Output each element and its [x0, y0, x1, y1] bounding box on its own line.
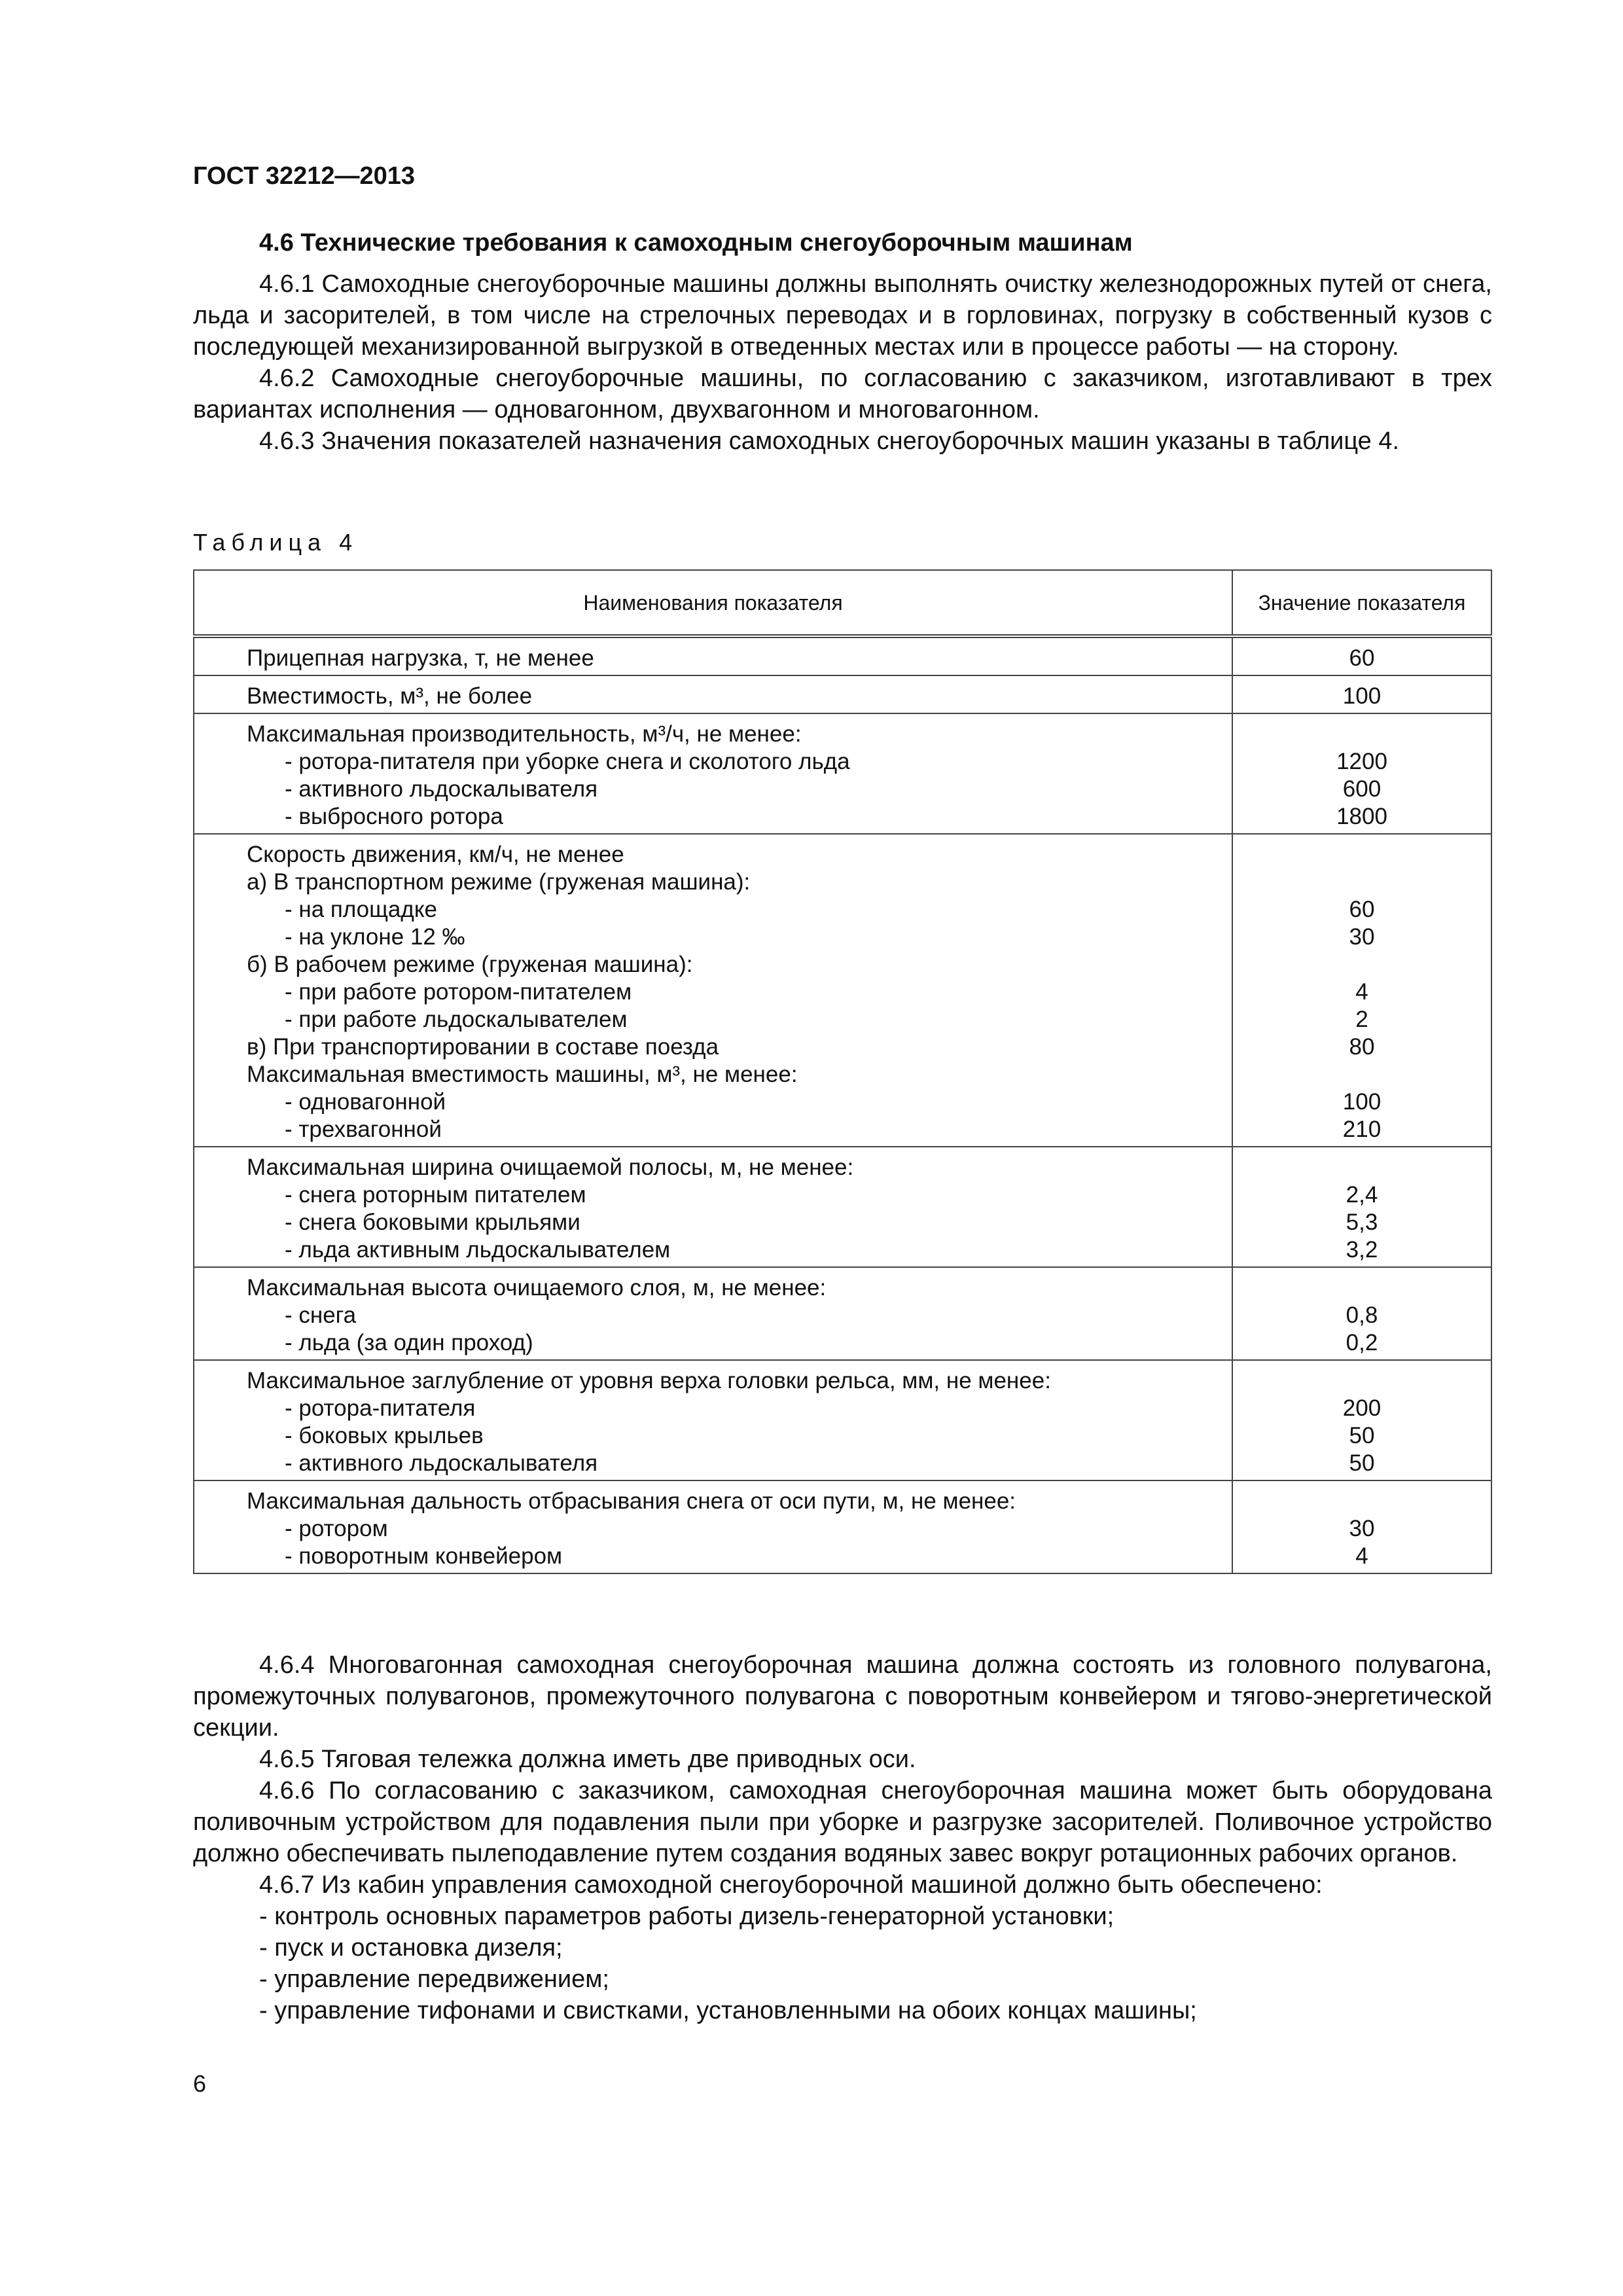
- indicator-value: 80: [1349, 1034, 1375, 1060]
- table-header-row: [194, 570, 1491, 636]
- indicator-value: [1233, 869, 1491, 896]
- indicator-value: [1233, 1488, 1491, 1515]
- indicators-table: [193, 569, 1492, 1574]
- list-item: - управление передвижением;: [259, 1965, 609, 1993]
- indicator-value: 4: [1355, 979, 1368, 1005]
- indicator-line: - снега боковыми крыльями: [285, 1210, 580, 1235]
- paragraphs-bottom: [193, 1649, 1492, 2026]
- indicator-line: - одновагонной: [285, 1089, 446, 1115]
- indicator-name-cell: [194, 713, 1232, 834]
- table-row: [194, 636, 1491, 675]
- indicator-line: - ротора-питателя при уборке снега и сколотого льда: [285, 749, 850, 774]
- indicator-line: Максимальная производительность, м³/ч, не менее:: [247, 721, 802, 747]
- indicator-line: в) При транспортировании в составе поезда: [247, 1034, 719, 1060]
- indicator-line: - снега роторным питателем: [285, 1182, 586, 1208]
- indicator-value: [1233, 1061, 1491, 1088]
- indicator-value: 600: [1342, 776, 1382, 802]
- paragraph: 4.6.3 Значения показателей назначения самоходных снегоуборочных машин указаны в таблице 4.: [259, 427, 1400, 455]
- indicator-value: [1233, 841, 1491, 869]
- indicator-value: 0,2: [1346, 1330, 1378, 1355]
- indicator-line: - при работе ротором-питателем: [285, 979, 632, 1005]
- indicator-line: - при работе льдоскалывателем: [285, 1007, 628, 1032]
- indicator-value: 30: [1349, 1516, 1375, 1541]
- indicator-line: б) В рабочем режиме (груженая машина):: [247, 952, 693, 977]
- indicator-line: - снега: [285, 1302, 357, 1328]
- indicator-value-cell: [1232, 675, 1491, 713]
- indicator-line: - поворотным конвейером: [285, 1543, 563, 1569]
- paragraph: 4.6.1 Самоходные снегоуборочные машины должны выполнять очистку железнодорожных путей от снега, льда и засорителей, в том числе на стрелочных переводах и в горловинах, погрузку в собственный кузов с последующей механизированной выгрузкой в отведенных местах или в процессе работы — на сторону.: [193, 270, 1492, 361]
- paragraph: 4.6.7 Из кабин управления самоходной снегоуборочной машиной должно быть обеспечено:: [259, 1871, 1323, 1899]
- indicator-line: Скорость движения, км/ч, не менее: [247, 842, 624, 867]
- indicator-value: 0,8: [1346, 1302, 1378, 1328]
- indicator-name-cell: [194, 1480, 1232, 1573]
- indicator-value: 50: [1349, 1423, 1375, 1448]
- indicator-value-cell: [1232, 1267, 1491, 1360]
- indicator-line: - активного льдоскалывателя: [285, 1450, 598, 1476]
- indicator-line: - активного льдоскалывателя: [285, 776, 598, 802]
- indicator-line: Прицепная нагрузка, т, не менее: [247, 645, 594, 671]
- indicator-line: - на уклоне 12 ‰: [285, 924, 465, 950]
- indicator-value: 2: [1355, 1007, 1368, 1032]
- indicator-value: [1233, 721, 1491, 748]
- indicator-line: Вместимость, м³, не более: [247, 683, 533, 709]
- indicator-line: а) В транспортном режиме (груженая машина):: [247, 869, 751, 895]
- column-header-value: Значение показателя: [1232, 570, 1491, 636]
- indicator-value-cell: [1232, 1480, 1491, 1573]
- indicator-line: - трехвагонной: [285, 1117, 442, 1142]
- indicator-line: - выбросного ротора: [285, 804, 503, 829]
- indicator-value: 4: [1355, 1543, 1368, 1569]
- indicator-value: 30: [1349, 924, 1375, 950]
- table-body: [194, 636, 1491, 1573]
- indicator-line: Максимальная вместимость машины, м³, не менее:: [247, 1062, 798, 1087]
- indicator-value-cell: [1232, 636, 1491, 675]
- paragraphs-top: [193, 268, 1492, 457]
- indicator-line: - ротором: [285, 1516, 388, 1541]
- section-title: 4.6 Технические требования к самоходным снегоуборочным машинам: [259, 229, 1133, 257]
- paragraph: 4.6.6 По согласованию с заказчиком, самоходная снегоуборочная машина может быть оборудована поливочным устройством для подавления пыли при уборке и разгрузке засорителей. Поливочное устройство должно обеспечивать пылеподавление путем создания водяных завес вокруг ротационных рабочих органов.: [193, 1777, 1492, 1867]
- table-row: [194, 1480, 1491, 1573]
- indicator-value: [1233, 1274, 1491, 1302]
- list-item: - управление тифонами и свистками, установленными на обоих концах машины;: [259, 1997, 1197, 2024]
- table-row: [194, 1267, 1491, 1360]
- indicator-value: 1200: [1336, 749, 1387, 774]
- indicator-line: Максимальное заглубление от уровня верха головки рельса, мм, не менее:: [247, 1368, 1051, 1393]
- indicator-line: Максимальная дальность отбрасывания снега от оси пути, м, не менее:: [247, 1488, 1016, 1514]
- table-row: [194, 834, 1491, 1147]
- indicator-value-cell: [1232, 713, 1491, 834]
- indicator-name-cell: [194, 636, 1232, 675]
- indicator-name-cell: [194, 1360, 1232, 1480]
- indicator-line: Максимальная ширина очищаемой полосы, м, не менее:: [247, 1155, 854, 1180]
- indicator-value: [1233, 951, 1491, 978]
- table-row: [194, 675, 1491, 713]
- table-row: [194, 713, 1491, 834]
- indicator-line: - на площадке: [285, 897, 437, 922]
- list-item: - пуск и остановка дизеля;: [259, 1934, 563, 1962]
- indicator-name-cell: [194, 1267, 1232, 1360]
- indicator-line: Максимальная высота очищаемого слоя, м, не менее:: [247, 1275, 827, 1300]
- indicator-value: 5,3: [1346, 1210, 1378, 1235]
- table-row: [194, 1147, 1491, 1267]
- document-code: ГОСТ 32212—2013: [193, 162, 416, 190]
- indicator-value: 210: [1342, 1117, 1382, 1142]
- indicator-value: 100: [1342, 683, 1382, 709]
- indicator-line: - ротора-питателя: [285, 1395, 476, 1421]
- indicator-value: [1233, 1367, 1491, 1395]
- indicator-line: - льда (за один проход): [285, 1330, 533, 1355]
- indicator-name-cell: [194, 834, 1232, 1147]
- column-header-name: Наименования показателя: [194, 570, 1232, 636]
- page-number: 6: [193, 2070, 207, 2097]
- list-item: - контроль основных параметров работы дизель-генераторной установки;: [259, 1903, 1115, 1930]
- indicator-value: [1233, 1154, 1491, 1181]
- indicator-value: 3,2: [1346, 1237, 1378, 1263]
- indicator-value: 50: [1349, 1450, 1375, 1476]
- paragraph: 4.6.2 Самоходные снегоуборочные машины, по согласованию с заказчиком, изготавливают в трех вариантах исполнения — одновагонном, двухвагонном и многовагонном.: [193, 365, 1492, 423]
- indicator-value: 1800: [1336, 804, 1387, 829]
- indicator-value-cell: [1232, 1360, 1491, 1480]
- indicator-value-cell: [1232, 1147, 1491, 1267]
- indicator-name-cell: [194, 1147, 1232, 1267]
- indicator-value: 100: [1342, 1089, 1382, 1115]
- indicator-value: 2,4: [1346, 1182, 1378, 1208]
- indicator-line: - льда активным льдоскалывателем: [285, 1237, 671, 1263]
- indicator-value: 60: [1349, 645, 1375, 671]
- indicator-value: 200: [1342, 1395, 1382, 1421]
- paragraph: 4.6.4 Многовагонная самоходная снегоуборочная машина должна состоять из головного полувагона, промежуточных полувагонов, промежуточного полувагона с поворотным конвейером и тягово-энергетической секции.: [193, 1651, 1492, 1742]
- indicator-line: - боковых крыльев: [285, 1423, 484, 1448]
- table-row: [194, 1360, 1491, 1480]
- indicator-value-cell: [1232, 834, 1491, 1147]
- indicator-name-cell: [194, 675, 1232, 713]
- table-caption: Таблица 4: [193, 529, 359, 556]
- indicator-value: 60: [1349, 897, 1375, 922]
- paragraph: 4.6.5 Тяговая тележка должна иметь две приводных оси.: [259, 1746, 916, 1773]
